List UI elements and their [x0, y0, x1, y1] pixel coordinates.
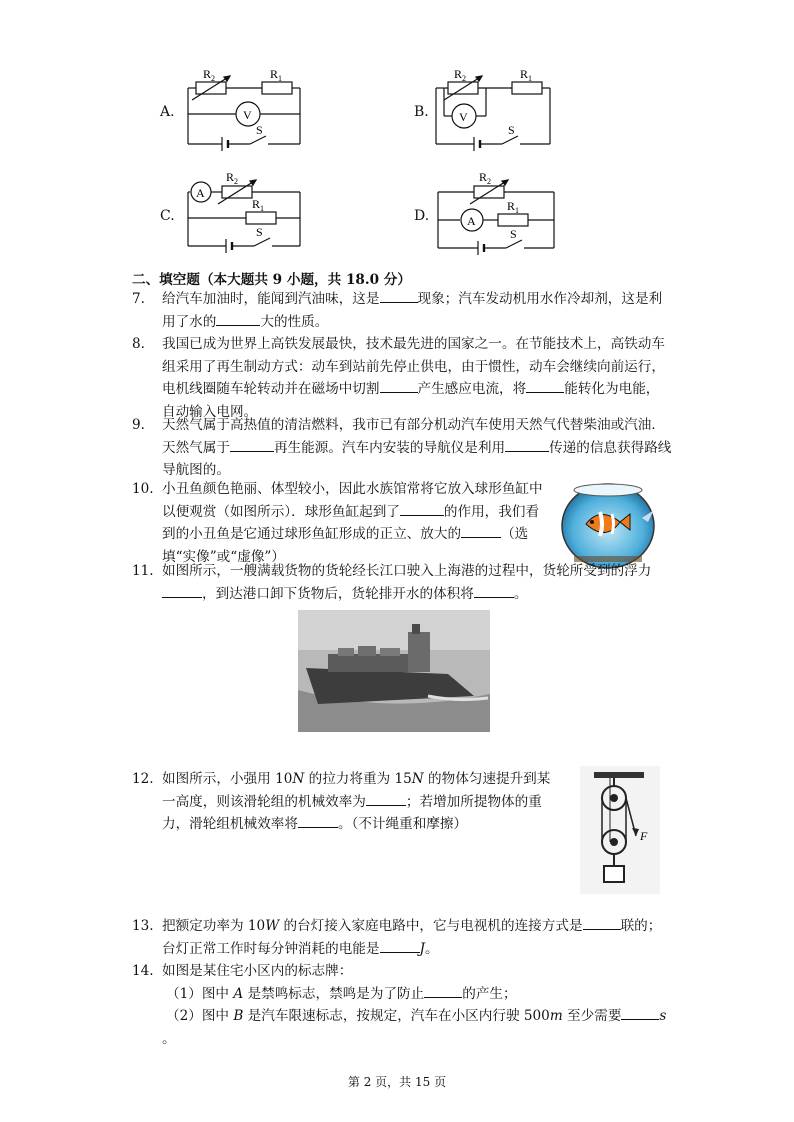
svg-text:R: R [270, 67, 279, 81]
circuit-diagram-c [184, 166, 304, 260]
answer-blank[interactable] [216, 325, 260, 326]
answer-blank[interactable] [474, 597, 514, 598]
option-a-letter: A. [160, 104, 175, 120]
svg-text:R: R [507, 199, 516, 213]
option-b-letter: B. [414, 104, 429, 120]
circuit-diagram-d [434, 166, 558, 260]
answer-blank[interactable] [380, 392, 418, 393]
question-10: 10. 小丑鱼颜色艳丽、体型较小，因此水族馆常将它放入球形鱼缸中以便观赏（如图所示）．球形鱼缸起到了 的作用，我们看到的小丑鱼是它通过球形鱼缸形成的正立、放大的 （选填“实像”或“虚像”） [132, 478, 552, 568]
question-number: 13. [132, 918, 154, 934]
option-c-letter: C. [160, 208, 175, 224]
answer-blank[interactable] [505, 451, 549, 452]
svg-text:2: 2 [211, 74, 215, 83]
question-7: 7. 给汽车加油时，能闻到汽油味，这是 现象；汽车发动机用水作冷却剂，这是利用了水的 大的性质。 [132, 288, 672, 333]
question-number: 8. [132, 336, 145, 352]
svg-text:S: S [256, 225, 263, 239]
svg-text:R: R [520, 67, 529, 81]
question-number: 9. [132, 417, 145, 433]
svg-text:R: R [226, 170, 235, 184]
question-14: 14. 如图是某住宅小区内的标志牌： （1）图中 A 是禁鸣标志，禁鸣是为了防止 的产生； （2）图中 B 是汽车限速标志，按规定，汽车在小区内行驶 500m 至少需要 s 。 [132, 960, 672, 1050]
question-12: 12. 如图所示，小强用 10N 的拉力将重为 15N 的物体匀速提升到某一高度，则该滑轮组的机械效率为 ；若增加所提物体的重力，滑轮组机械效率将 。（不计绳重和摩擦） [132, 768, 562, 836]
svg-text:R: R [203, 67, 212, 81]
answer-blank[interactable] [424, 997, 462, 998]
answer-blank[interactable] [380, 952, 420, 953]
clownfish-bowl-image [556, 478, 660, 570]
answer-blank[interactable] [298, 827, 338, 828]
answer-blank[interactable] [230, 451, 274, 452]
svg-text:R: R [454, 67, 463, 81]
svg-text:V: V [243, 108, 252, 122]
answer-blank[interactable] [366, 805, 406, 806]
svg-text:2: 2 [487, 177, 491, 186]
question-13: 13. 把额定功率为 10W 的台灯接入家庭电路中，它与电视机的连接方式是 联的；台灯正常工作时每分钟消耗的电能是 J。 [132, 915, 672, 960]
svg-text:1: 1 [278, 74, 282, 83]
svg-text:S: S [256, 123, 263, 137]
question-number: 14. [132, 963, 154, 979]
pulley-system-diagram [580, 766, 660, 894]
section-title: 二、填空题（本大题共 9 小题，共 18.0 分） [132, 272, 411, 288]
svg-text:R: R [252, 197, 261, 211]
svg-text:S: S [510, 227, 517, 241]
question-number: 10. [132, 481, 154, 497]
answer-blank[interactable] [621, 1019, 659, 1020]
svg-text:1: 1 [528, 74, 532, 83]
circuit-diagram-b [432, 62, 556, 158]
answer-blank[interactable] [461, 537, 501, 538]
question-number: 12. [132, 771, 154, 787]
page-footer: 第 2 页，共 15 页 [347, 1075, 447, 1089]
answer-blank[interactable] [526, 392, 564, 393]
question-8: 8. 我国已成为世界上高铁发展最快，技术最先进的国家之一。在节能技术上，高铁动车组采用了再生制动方式：动车到站前先停止供电，由于惯性，动车会继续向前运行，电机线圈随车轮转动并在磁场中切割 产生感应电流，将 能转化为电能，自动输入电网。 [132, 333, 672, 423]
svg-text:V: V [459, 110, 468, 124]
answer-blank[interactable] [583, 929, 621, 930]
option-d-letter: D. [414, 208, 430, 224]
svg-text:1: 1 [515, 206, 519, 215]
question-number: 11. [132, 563, 154, 579]
svg-text:F: F [640, 829, 648, 843]
svg-text:R: R [479, 170, 488, 184]
question-number: 7. [132, 291, 145, 307]
answer-blank[interactable] [400, 515, 444, 516]
cargo-ship-photo [298, 610, 490, 732]
svg-text:A: A [467, 214, 476, 228]
svg-text:1: 1 [260, 204, 264, 213]
question-11: 11. 如图所示，一艘满载货物的货轮经长江口驶入上海港的过程中，货轮所受到的浮力，到达港口卸下货物后，货轮排开水的体积将 。 [132, 560, 672, 605]
answer-blank[interactable] [162, 597, 202, 598]
svg-text:2: 2 [462, 74, 466, 83]
svg-text:2: 2 [234, 177, 238, 186]
svg-text:A: A [196, 186, 205, 200]
circuit-diagram-a [184, 62, 304, 158]
svg-text:S: S [508, 123, 515, 137]
question-9: 9. 天然气属于高热值的清洁燃料，我市已有部分机动汽车使用天然气代替柴油或汽油．天然气属于 再生能源。汽车内安装的导航仪是利用 传递的信息获得路线导航图的。 [132, 414, 672, 482]
answer-blank[interactable] [380, 302, 418, 303]
